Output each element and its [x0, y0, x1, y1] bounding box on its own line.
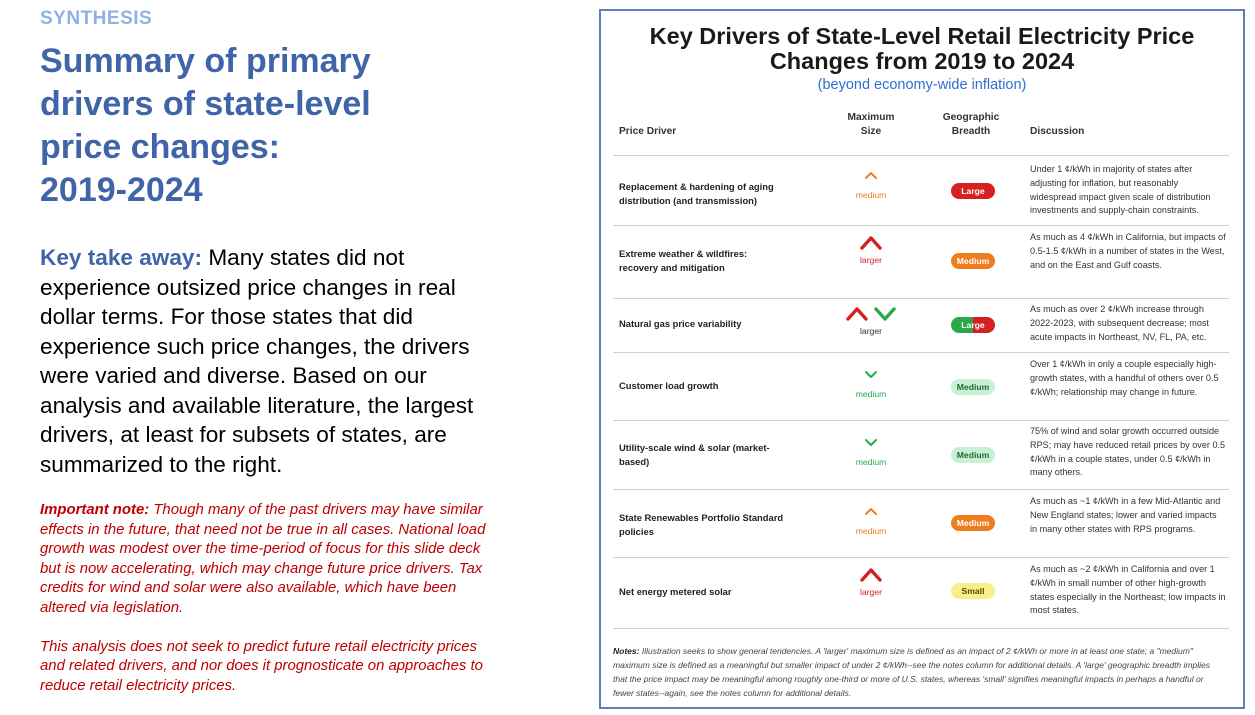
header-maximum-size — [836, 111, 906, 139]
row-divider — [613, 352, 1229, 353]
header-breadth-line1: Geographic — [942, 112, 1000, 123]
table-row — [601, 225, 1243, 298]
panel-title — [601, 24, 1243, 74]
max-size-indicator — [831, 568, 911, 597]
geographic-breadth-badge: Medium — [951, 447, 995, 463]
panel-title-line: Key Drivers of State-Level Retail Electricity Price — [649, 23, 1195, 49]
chevron-up-icon — [864, 507, 878, 516]
important-note-paragraph — [40, 501, 500, 619]
chevron-up-icon — [864, 171, 878, 180]
chevron-down-icon — [864, 438, 878, 447]
price-driver-name: Utility-scale wind & solar (market-based) — [619, 442, 770, 467]
geographic-breadth-badge: Large — [951, 317, 995, 333]
panel-title-line: Changes from 2019 to 2024 — [769, 48, 1075, 74]
max-size-label: medium — [855, 526, 887, 536]
price-driver-name: Extreme weather & wildfires: recovery and mitigation — [619, 248, 748, 273]
max-size-indicator — [831, 171, 911, 200]
table-row — [601, 489, 1243, 557]
table-row — [601, 157, 1243, 225]
key-takeaway-label: Key take away: — [40, 245, 203, 270]
discussion-text: Under 1 ¢/kWh in majority of states after adjusting for inflation, but reasonably widespread impact given scale of distribution investments and supply-chain constraints. — [1030, 164, 1211, 216]
important-note — [40, 501, 500, 696]
chevron-up-icon — [846, 307, 868, 321]
max-size-indicator — [831, 507, 911, 536]
panel-subtitle: (beyond economy-wide inflation) — [817, 77, 1027, 93]
panel-notes-text: Illustration seeks to show general tendencies. A 'larger' maximum size is defined as an impact of 2 ¢/kWh or more in at least one state; a "medium" maximum size is defined as a meaningful but smaller impact of under 2 ¢/kWh--see the notes column for additional details. A 'large' geographic breadth implies that the price impact may be meaningful among roughly one-third or more of U.S. states, whereas 'small' signifies meaningful impacts in perhaps a handful or fewer states--again, see the notes column for additional details. — [613, 646, 1210, 698]
table-header — [601, 111, 1243, 151]
chevron-down-icon — [864, 370, 878, 379]
discussion-text: As much as 4 ¢/kWh in California, but impacts of 0.5-1.5 ¢/kWh in a number of states in the West, and on the East and Gulf coasts. — [1030, 232, 1226, 270]
panel-notes — [613, 645, 1225, 701]
price-driver-name: Replacement & hardening of aging distribution (and transmission) — [619, 181, 774, 206]
chevron-up-icon — [860, 236, 882, 250]
price-driver-name: Customer load growth — [619, 380, 719, 391]
geographic-breadth-badge: Large — [951, 183, 995, 199]
max-size-label: medium — [855, 389, 887, 399]
table-row — [601, 420, 1243, 489]
slide-title-line: price changes: — [40, 128, 280, 166]
row-divider — [613, 628, 1229, 629]
key-takeaway — [40, 243, 510, 479]
max-size-label: medium — [855, 457, 887, 467]
row-divider — [613, 298, 1229, 299]
table-row — [601, 557, 1243, 627]
header-breadth-line2: Breadth — [951, 126, 991, 137]
max-size-label: medium — [855, 190, 887, 200]
key-takeaway-text: Many states did not experience outsized price changes in real dollar terms. For those states that did experience such price changes, the drivers were varied and diverse. Based on our analysis and available literature, the largest drivers, at least for subsets of states, are summarized to the right. — [40, 245, 474, 477]
important-note-label: Important note: — [40, 502, 150, 518]
max-size-label: larger — [860, 255, 882, 265]
price-driver-name: Natural gas price variability — [619, 318, 742, 329]
drivers-table-panel — [599, 9, 1245, 709]
max-size-indicator — [831, 370, 911, 399]
header-size-line2: Size — [860, 126, 882, 137]
discussion-text: As much as ~2 ¢/kWh in California and over 1 ¢/kWh in small number of other high-growth states especially in the Northeast; low impacts in most states. — [1030, 564, 1226, 616]
chevron-up-icon — [860, 568, 882, 582]
slide-title-line: drivers of state-level — [40, 85, 371, 123]
discussion-text: As much as over 2 ¢/kWh increase through 2022-2023, with subsequent decrease; most acute impacts in Northeast, NV, FL, PA, etc. — [1030, 304, 1209, 342]
panel-notes-label: Notes: — [613, 646, 640, 656]
header-geographic-breadth — [936, 111, 1006, 139]
table-row — [601, 352, 1243, 420]
row-divider — [613, 155, 1229, 156]
geographic-breadth-badge: Small — [951, 583, 995, 599]
row-divider — [613, 225, 1229, 226]
price-driver-name: Net energy metered solar — [619, 586, 732, 597]
slide-title-line: 2019-2024 — [40, 171, 203, 209]
geographic-breadth-badge: Medium — [951, 253, 995, 269]
max-size-label: larger — [860, 326, 882, 336]
max-size-indicator — [831, 307, 911, 336]
max-size-label: larger — [860, 587, 882, 597]
discussion-text: Over 1 ¢/kWh in only a couple especially high-growth states, with a handful of others over 0.5 ¢/kWh; relationship may change in future. — [1030, 359, 1219, 397]
slide-title-line: Summary of primary — [40, 42, 371, 80]
header-price-driver: Price Driver — [619, 126, 677, 137]
section-eyebrow: SYNTHESIS — [40, 8, 153, 29]
row-divider — [613, 420, 1229, 421]
header-discussion: Discussion — [1030, 126, 1085, 137]
discussion-text: As much as ~1 ¢/kWh in a few Mid-Atlantic and New England states; lower and varied impacts in many other states with RPS programs. — [1030, 496, 1221, 534]
price-driver-name: State Renewables Portfolio Standard policies — [619, 512, 784, 537]
max-size-indicator — [831, 236, 911, 265]
discussion-text: 75% of wind and solar growth occurred outside RPS; may have reduced retail prices by over 0.5 ¢/kWh in a couple states, under 0.5 ¢/kWh in many others. — [1030, 426, 1226, 478]
slide-title — [40, 40, 580, 212]
chevron-down-icon — [874, 307, 896, 321]
geographic-breadth-badge: Medium — [951, 379, 995, 395]
left-column — [40, 8, 580, 212]
disclaimer-paragraph: This analysis does not seek to predict future retail electricity prices and related drivers, and nor does it prognosticate on approaches to reduce retail electricity prices. — [40, 638, 483, 694]
header-size-line1: Maximum — [847, 112, 895, 123]
row-divider — [613, 489, 1229, 490]
row-divider — [613, 557, 1229, 558]
important-note-text: Though many of the past drivers may have similar effects in the future, that need not be true in all cases. National load growth was modest over the time-period of focus for this slide deck but is now accelerating, which may change future price drivers. Tax credits for wind and solar were also available, which have been altered via legislation. — [40, 502, 486, 616]
geographic-breadth-badge: Medium — [951, 515, 995, 531]
max-size-indicator — [831, 438, 911, 467]
table-row — [601, 298, 1243, 352]
